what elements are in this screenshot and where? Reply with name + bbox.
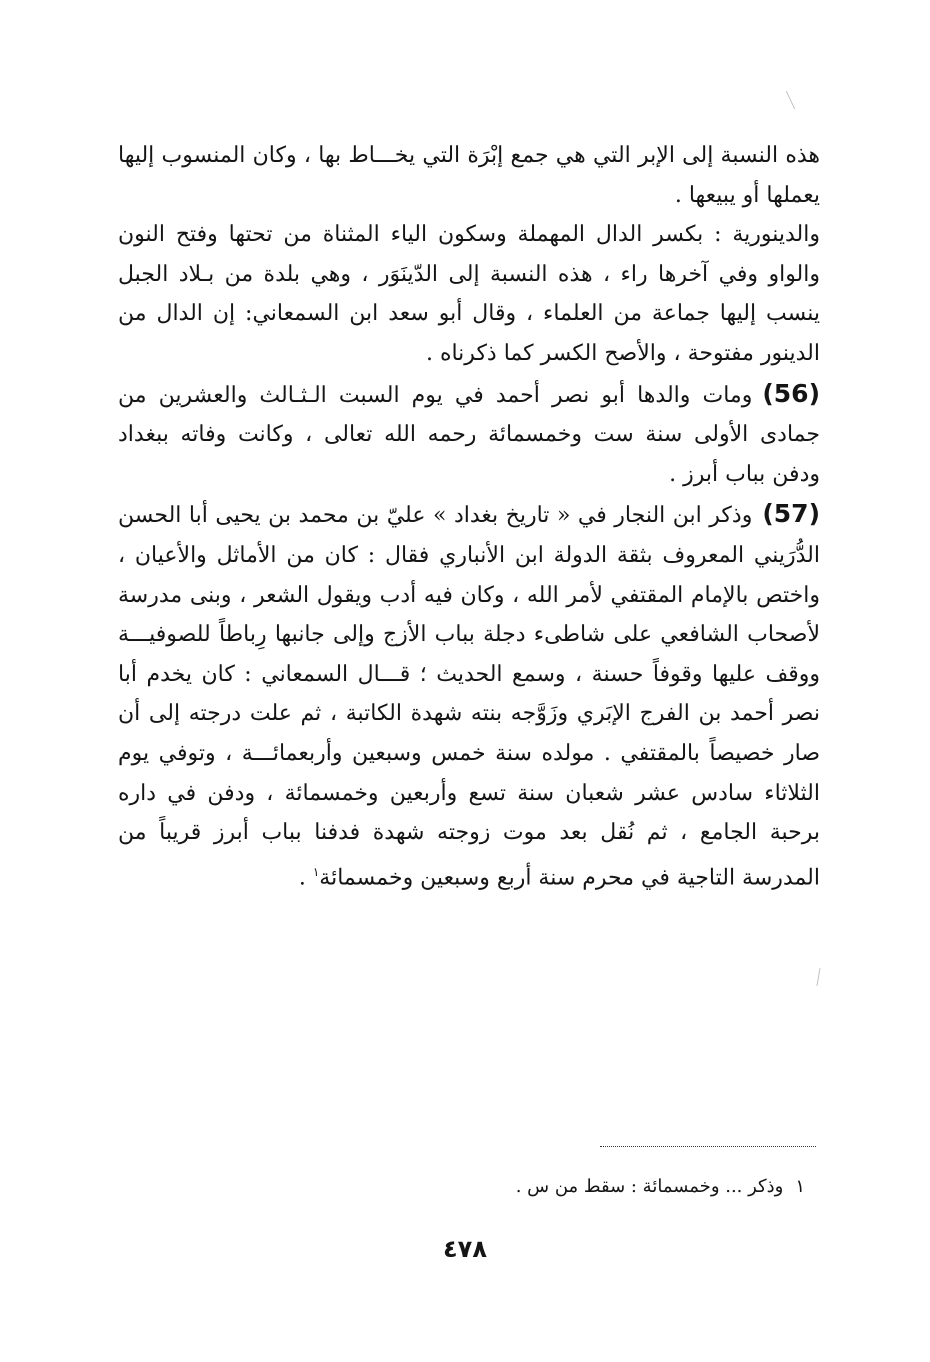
footnote-text: وذكر ... وخمسمائة : سقط من س . [515, 1176, 784, 1197]
body-text [118, 136, 820, 898]
paragraph-text: ومات والدها أبو نصر أحمد في يوم السبت الـثـالث والعشرين من جمادى الأولى سنة ست وخمسمائة رحمه الله تعالى ، وكانت وفاته ببغداد ودفن بباب أبرز . [118, 382, 820, 487]
paragraph-number: (57) [762, 499, 820, 529]
paragraph [118, 136, 820, 215]
paragraph [118, 215, 820, 373]
paragraph-number: (56) [762, 378, 820, 408]
paragraph-text: وذكر ابن النجار في « تاريخ بغداد » عليّ بن محمد بن يحيى أبا الحسن الدُّرَيني المعروف بثقة الدولة ابن الأنباري فقال : كان من الأماثل والأعيان ، واختص بالإمام المقتفي لأمر الله ، وكان فيه أدب ويقول الشعر ، وبنى مدرسة لأصحاب الشافعي على شاطىء دجلة بباب الأزج وإلى جانبها رِباطاً للصوفيـــة ووقف عليها وقوفاً حسنة ، وسمع الحديث ؛ قـــال السمعاني : كان يخدم أبا نصر أحمد بن الفرج الإبَري وزَوَّجه بنته شهدة الكاتبة ، ثم علت درجته إلى أن صار خصيصاً بالمقتفي . مولده سنة خمس وسبعين وأربعمائـــة ، وتوفي يوم الثلاثاء سادس عشر شعبان سنة تسع وأربعين وخمسمائة ، ودفن في داره برحبة الجامع ، ثم نُقل بعد موت زوجته شهدة فدفنا بباب أبرز قريباً من المدرسة التاجية في محرم سنة أربع وسبعين وخمسمائة [118, 503, 820, 891]
paragraph [118, 494, 820, 897]
paragraph-text: والدينورية : بكسر الدال المهملة وسكون الياء المثناة من تحتها وفتح النون والواو وفي آخرها راء ، هذه النسبة إلى الدّينَوَر ، وهي بلدة من بـلاد الجبل ينسب إليها جماعة من العلماء ، وقال أبو سعد ابن السمعاني: إن الدال من الدينور مفتوحة ، والأصح الكسر كما ذكرناه . [118, 222, 820, 366]
footnote-reference: ١ [312, 864, 320, 879]
scan-artifact [786, 91, 795, 110]
footnote-divider [600, 1146, 816, 1147]
paragraph [118, 374, 820, 495]
paragraph-text: هذه النسبة إلى الإبر التي هي جمع إبْرَة التي يخـــاط بها ، وكان المنسوب إليها يعملها أو يبيعها . [118, 143, 820, 208]
footnote [400, 1176, 805, 1197]
page-number: ٤٧٨ [443, 1235, 487, 1263]
scan-artifact [816, 968, 820, 986]
paragraph-ending: . [298, 865, 313, 891]
footnote-marker: ١ [795, 1176, 805, 1197]
